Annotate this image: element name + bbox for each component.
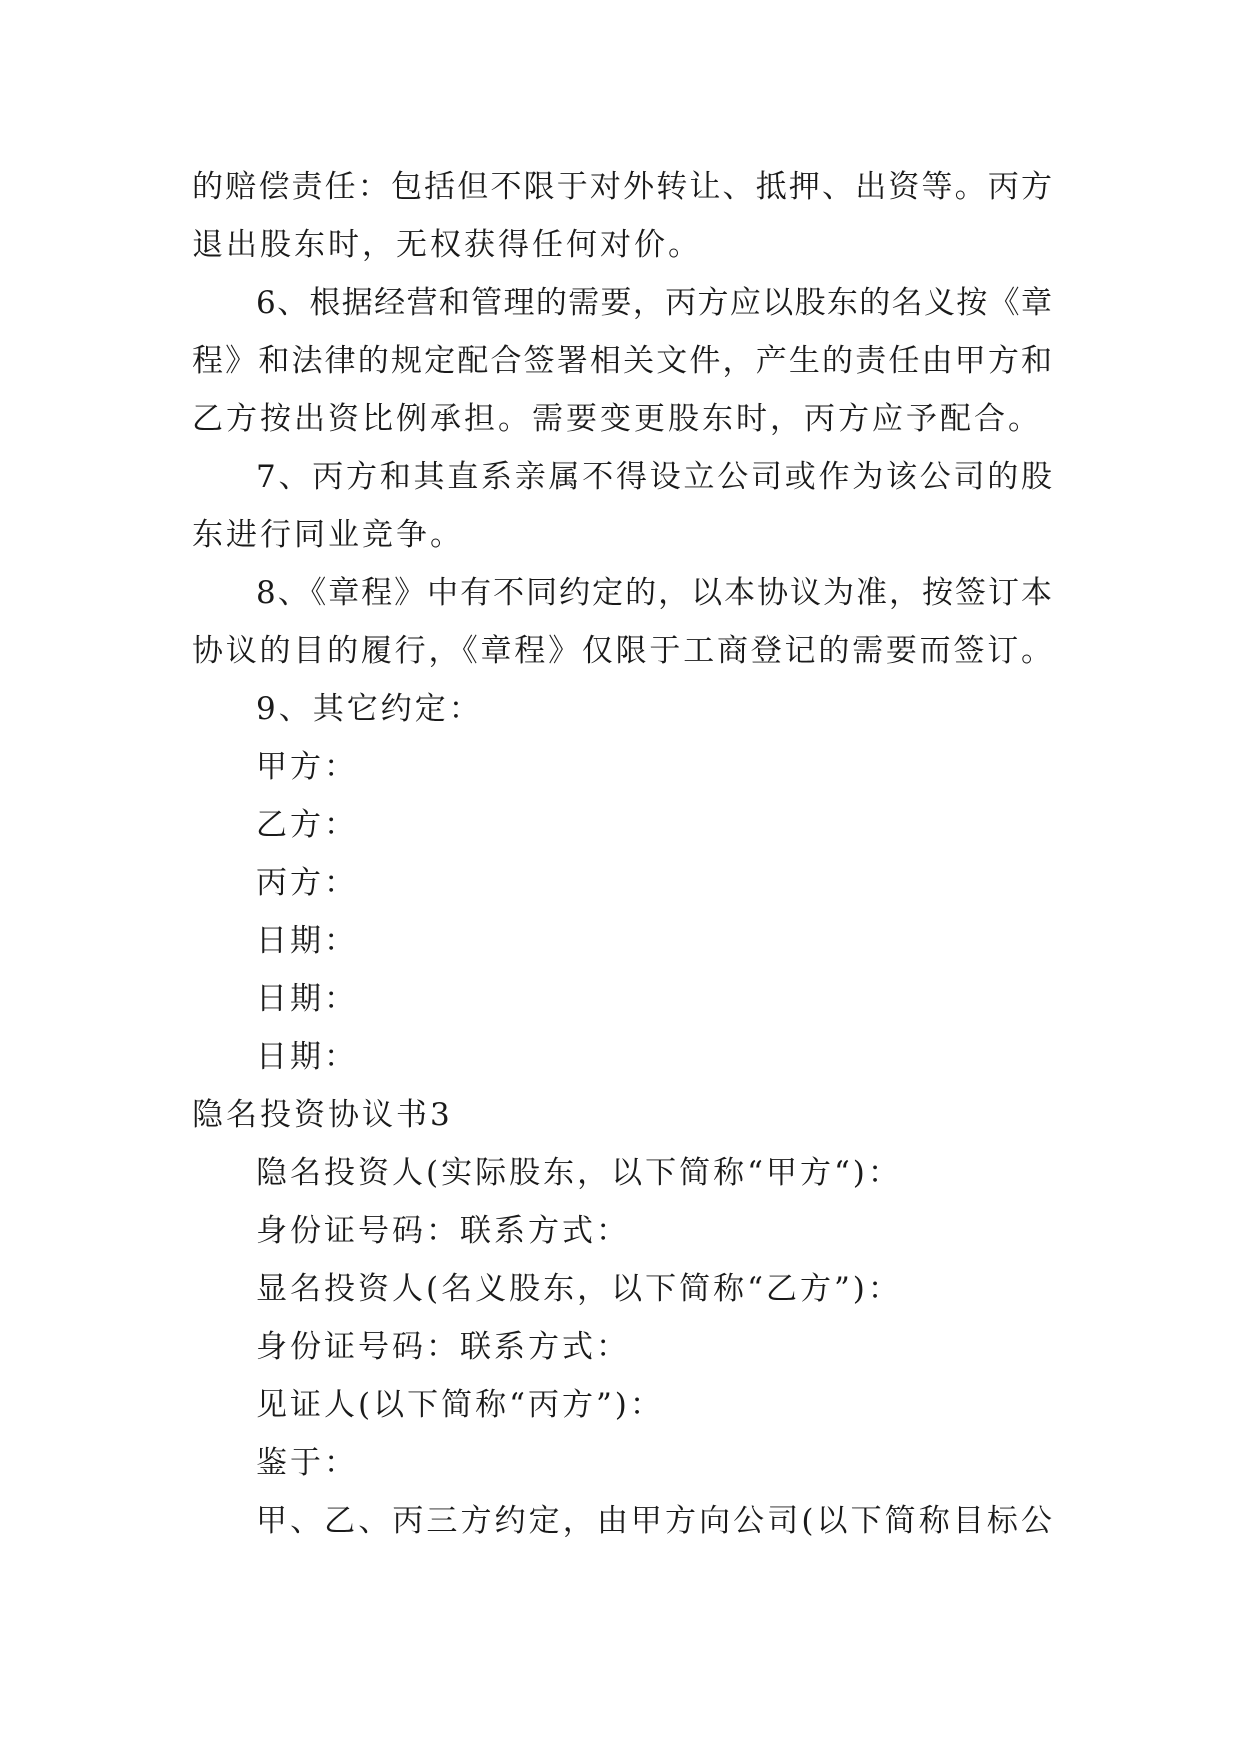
- paragraph-line: 的赔偿责任：包括但不限于对外转让、抵押、出资等。丙方: [192, 169, 1052, 205]
- section-heading: 隐名投资协议书3: [192, 1097, 453, 1133]
- signature-party-a: 甲方：: [256, 749, 358, 785]
- signature-party-c: 丙方：: [256, 865, 358, 901]
- party-b-line: 显名投资人(名义股东，以下简称“乙方”)：: [256, 1271, 902, 1307]
- clause-9-line: 9、其它约定：: [256, 691, 483, 727]
- agreement-line: 甲、乙、丙三方约定，由甲方向公司(以下简称目标公: [256, 1503, 1052, 1539]
- id-contact-line: 身份证号码：联系方式：: [256, 1213, 630, 1249]
- id-contact-line: 身份证号码：联系方式：: [256, 1329, 630, 1365]
- clause-6-line: 6、根据经营和管理的需要，丙方应以股东的名义按《章: [256, 285, 1052, 321]
- paragraph-line: 程》和法律的规定配合签署相关文件，产生的责任由甲方和: [192, 343, 1052, 379]
- paragraph-line: 协议的目的履行，《章程》仅限于工商登记的需要而签订。: [192, 633, 1052, 669]
- paragraph-line: 乙方按出资比例承担。需要变更股东时，丙方应予配合。: [192, 401, 1042, 437]
- clause-7-line: 7、丙方和其直系亲属不得设立公司或作为该公司的股: [256, 459, 1052, 495]
- date-line: 日期：: [256, 981, 358, 1017]
- clause-8-line: 8、《章程》中有不同约定的，以本协议为准，按签订本: [256, 575, 1052, 611]
- paragraph-line: 退出股东时，无权获得任何对价。: [192, 227, 702, 263]
- whereas-line: 鉴于：: [256, 1445, 358, 1481]
- paragraph-line: 东进行同业竞争。: [192, 517, 464, 553]
- date-line: 日期：: [256, 1039, 358, 1075]
- party-a-line: 隐名投资人(实际股东，以下简称“甲方“)：: [256, 1155, 902, 1191]
- signature-party-b: 乙方：: [256, 807, 358, 843]
- witness-line: 见证人(以下简称“丙方”)：: [256, 1387, 664, 1423]
- date-line: 日期：: [256, 923, 358, 959]
